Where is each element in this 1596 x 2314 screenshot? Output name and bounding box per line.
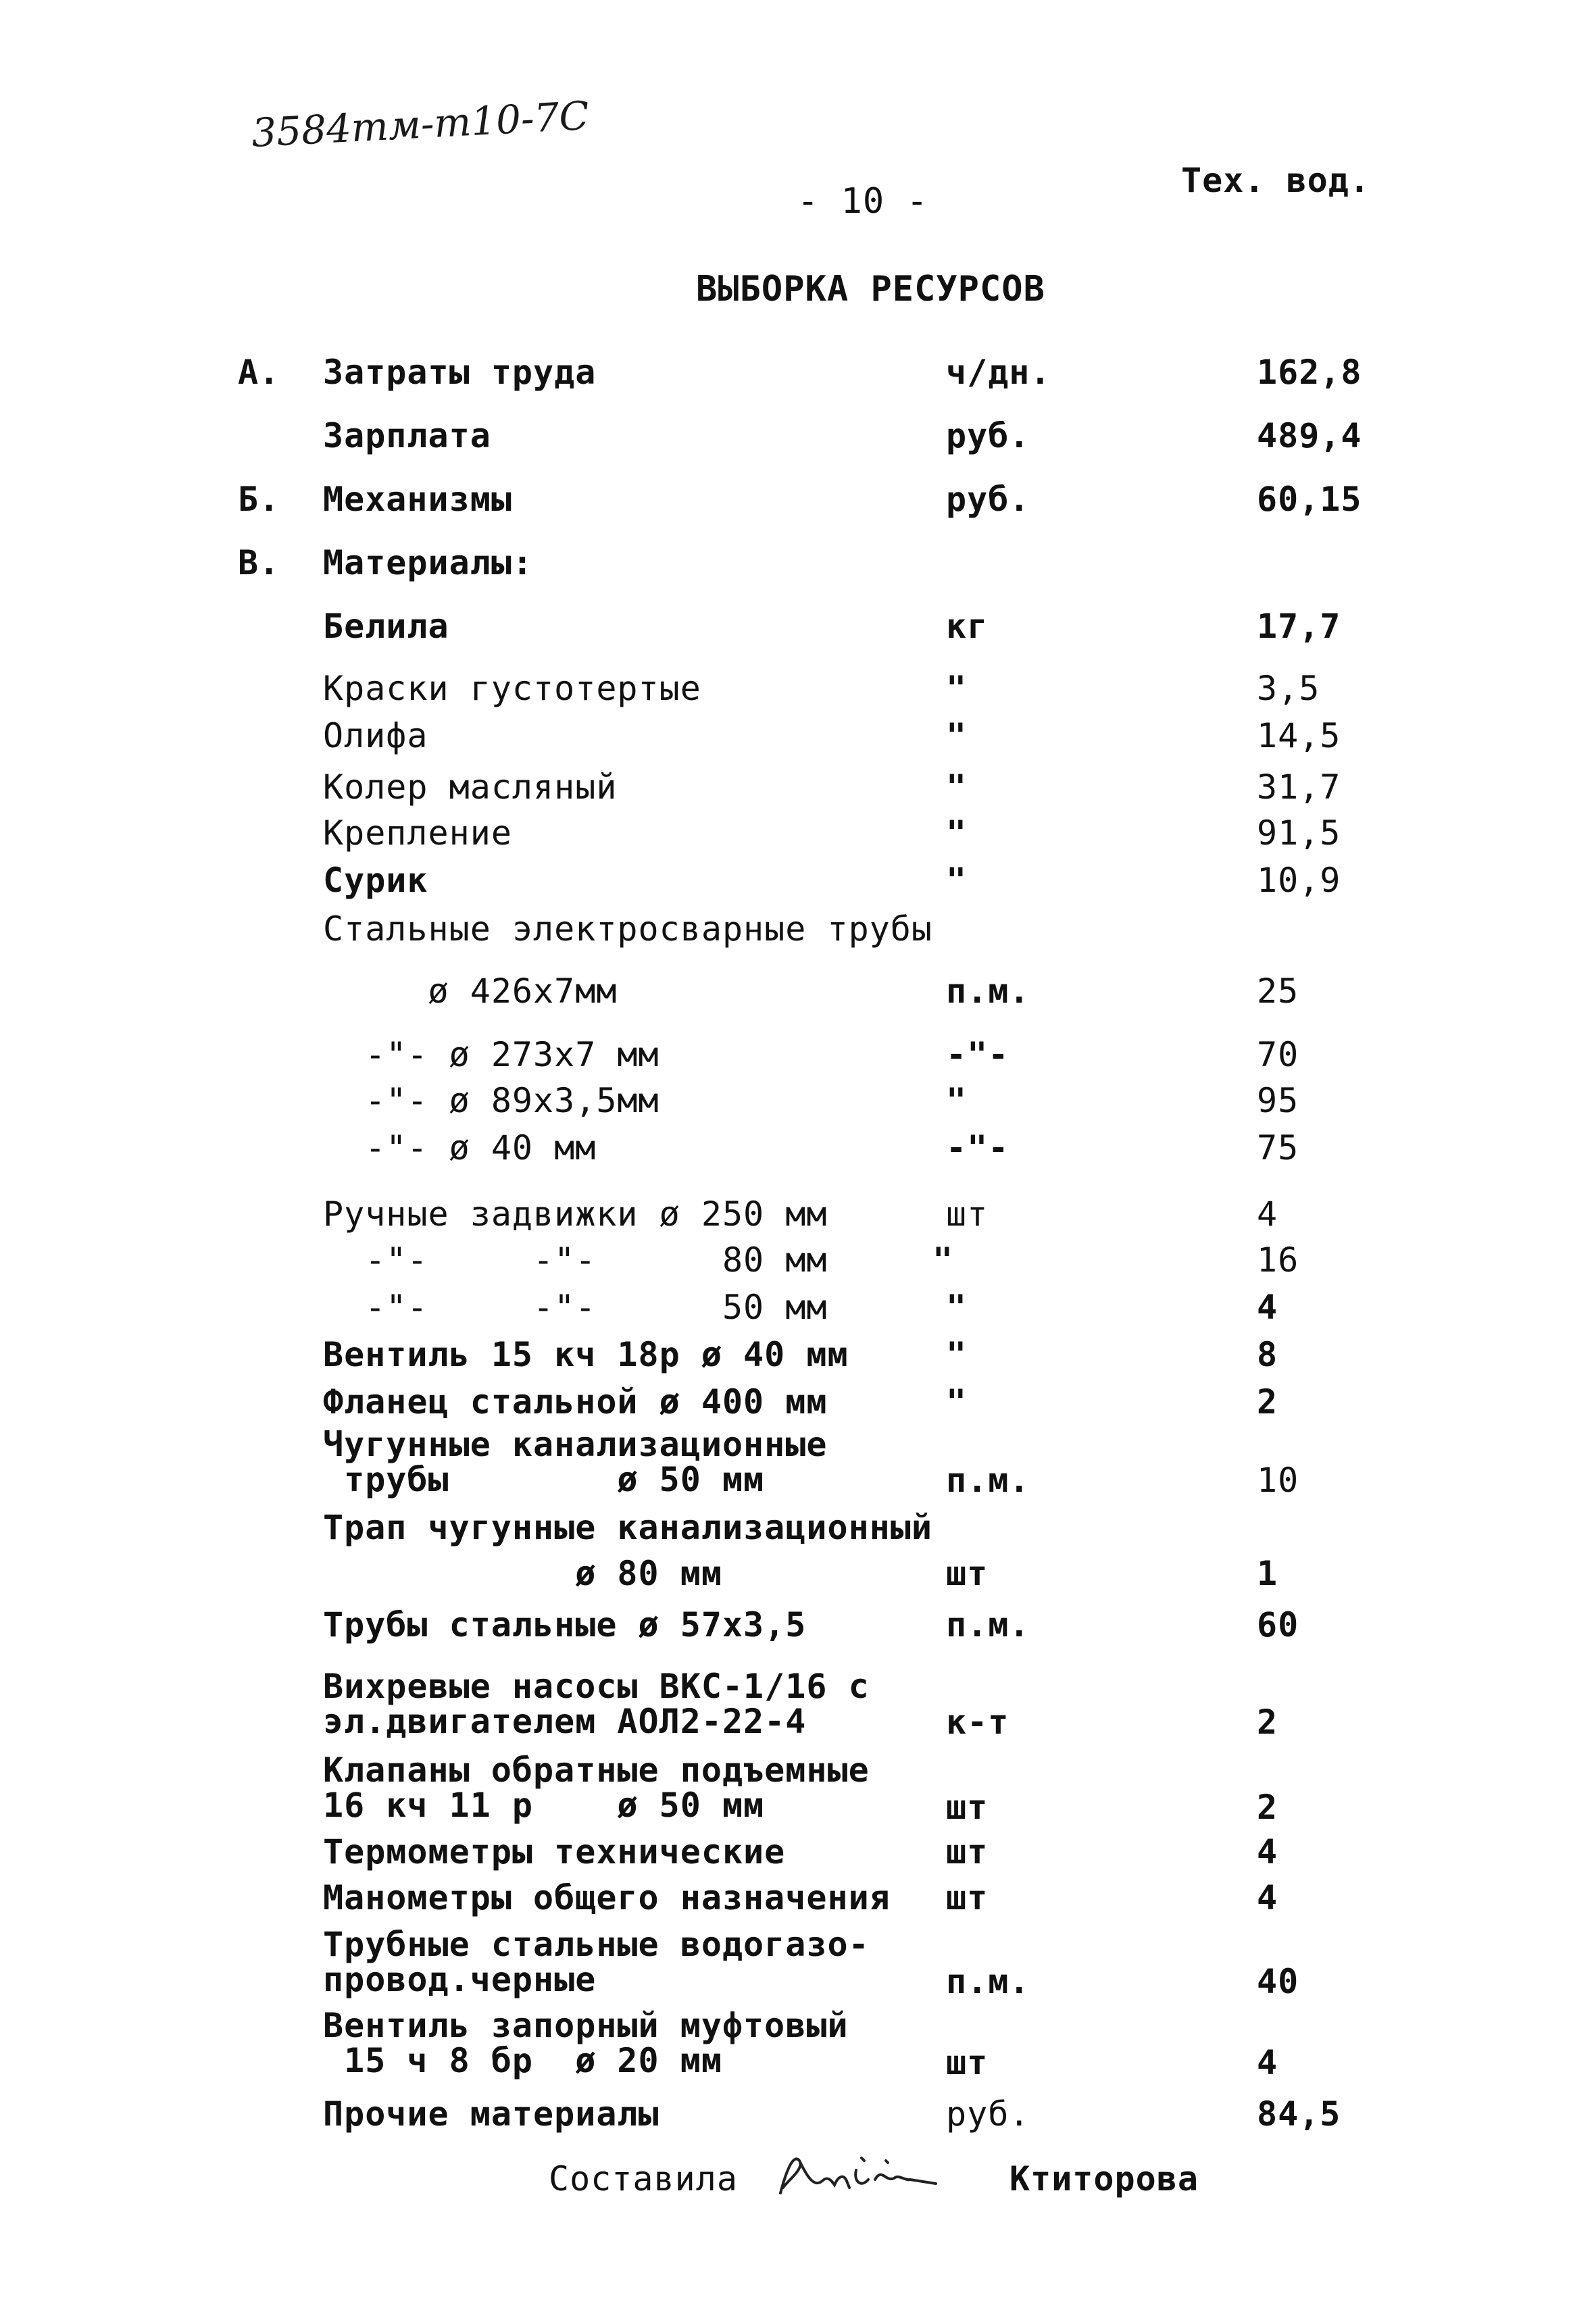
row-unit: ч/дн. [946, 353, 1051, 392]
signature [767, 2140, 983, 2215]
row-unit: шт [946, 1554, 989, 1593]
row-qty: 91,5 [1257, 813, 1341, 853]
row-name: Олифа [323, 716, 428, 755]
row-qty: 4 [1257, 1878, 1278, 1917]
row-unit: руб. [946, 416, 1030, 455]
row-qty: 1 [1257, 1554, 1278, 1593]
row-qty: 40 [1257, 1962, 1299, 2001]
row-name: -"- ø 273х7 мм [323, 1035, 659, 1074]
row-unit: " [946, 768, 968, 807]
row-unit: шт [946, 2043, 989, 2082]
row-qty: 2 [1257, 1382, 1278, 1422]
page-number: - 10 - [797, 181, 928, 222]
row-name: Зарплата [323, 416, 491, 455]
row-qty: 70 [1257, 1035, 1299, 1074]
row-unit: п.м. [946, 1605, 1030, 1644]
row-qty: 3,5 [1257, 669, 1320, 708]
row-qty: 10 [1257, 1461, 1299, 1500]
section-label: Тех. вод. [1181, 161, 1370, 200]
row-unit: п.м. [946, 972, 1030, 1011]
row-unit: " [946, 813, 968, 853]
row-qty: 8 [1257, 1335, 1278, 1374]
row-name: Вихревые насосы ВКС-1/16 с эл.двигателем АОЛ2-22-4 [323, 1667, 870, 1741]
row-unit: -"- [946, 1035, 1009, 1074]
row-qty: 162,8 [1257, 353, 1362, 392]
row-name: ø 426х7мм [323, 972, 618, 1011]
row-unit: " [946, 1081, 968, 1120]
row-name: -"- -"- 50 мм [323, 1288, 828, 1327]
row-unit: " [946, 716, 968, 755]
row-qty: 31,7 [1257, 768, 1341, 807]
row-qty: 14,5 [1257, 716, 1341, 755]
row-qty: 16 [1257, 1240, 1299, 1280]
row-unit: -"- [946, 1128, 1009, 1167]
row-unit: " [946, 861, 968, 900]
row-qty: 95 [1257, 1081, 1299, 1120]
row-name: Вентиль 15 кч 18р ø 40 мм [323, 1335, 849, 1374]
row-qty: 10,9 [1257, 861, 1341, 900]
row-qty: 4 [1257, 2043, 1278, 2082]
row-name: Термометры технические [323, 1832, 786, 1871]
row-name: Трап чугунные канализационный [323, 1508, 932, 1547]
row-name: Клапаны обратные подъемные 16 кч 11 р ø 50 мм [323, 1751, 870, 1825]
row-qty: 60,15 [1257, 480, 1362, 519]
row-unit: шт [946, 1788, 989, 1827]
row-name: Материалы: [323, 543, 534, 582]
row-name: Трубные стальные водогазо- провод.черные [323, 1925, 870, 1999]
row-unit: " [946, 1335, 968, 1374]
row-unit: " [946, 1288, 968, 1327]
row-name: Крепление [323, 813, 512, 853]
row-unit: " [932, 1240, 954, 1280]
row-name: Фланец стальной ø 400 мм [323, 1382, 828, 1422]
row-qty: 489,4 [1257, 416, 1362, 455]
row-qty: 17,7 [1257, 607, 1341, 646]
row-mark: Б. [238, 480, 280, 519]
row-unit: шт [946, 1878, 989, 1917]
compiler-name: Ктиторова [1009, 2159, 1199, 2198]
row-unit: к-т [946, 1703, 1009, 1742]
row-name: ø 80 мм [323, 1554, 722, 1593]
row-unit: шт [946, 1832, 989, 1871]
row-name: Прочие материалы [323, 2094, 659, 2134]
row-name: Затраты труда [323, 353, 597, 392]
row-qty: 2 [1257, 1703, 1278, 1742]
row-qty: 25 [1257, 972, 1299, 1011]
row-unit: кг [946, 607, 989, 646]
row-unit: " [946, 1382, 968, 1422]
row-name: -"- ø 89х3,5мм [323, 1081, 659, 1120]
row-qty: 4 [1257, 1288, 1278, 1327]
row-qty: 4 [1257, 1832, 1278, 1871]
row-qty: 2 [1257, 1788, 1278, 1827]
row-qty: 4 [1257, 1194, 1278, 1234]
row-name: -"- -"- 80 мм [323, 1240, 828, 1280]
row-name: Краски густотертые [323, 669, 701, 708]
row-name: Колер масляный [323, 768, 618, 807]
row-name: Чугунные канализационные трубы ø 50 мм [323, 1425, 828, 1499]
handwritten-document-code: 3584тм-т10-7С [250, 92, 591, 157]
row-name: Сурик [323, 861, 428, 900]
page-title: ВЫБОРКА РЕСУРСОВ [696, 269, 1045, 309]
row-unit: руб. [946, 480, 1030, 519]
row-name: -"- ø 40 мм [323, 1128, 597, 1167]
row-unit: п.м. [946, 1962, 1030, 2001]
row-qty: 75 [1257, 1128, 1299, 1167]
row-qty: 60 [1257, 1605, 1299, 1644]
row-unit: п.м. [946, 1461, 1030, 1500]
row-mark: В. [238, 543, 280, 582]
row-mark: А. [238, 353, 280, 392]
row-name: Белила [323, 607, 449, 646]
row-name: Вентиль запорный муфтовый 15 ч 8 бр ø 20 мм [323, 2006, 849, 2080]
row-unit: " [946, 669, 968, 708]
row-name: Стальные электросварные трубы [323, 909, 932, 949]
row-name: Манометры общего назначения [323, 1878, 891, 1917]
row-name: Ручные задвижки ø 250 мм [323, 1194, 828, 1234]
row-unit: шт [946, 1194, 989, 1234]
compiled-by-label: Составила [549, 2159, 738, 2198]
row-qty: 84,5 [1257, 2094, 1341, 2134]
row-name: Механизмы [323, 480, 512, 519]
row-name: Трубы стальные ø 57х3,5 [323, 1605, 807, 1644]
row-unit: руб. [946, 2094, 1030, 2134]
